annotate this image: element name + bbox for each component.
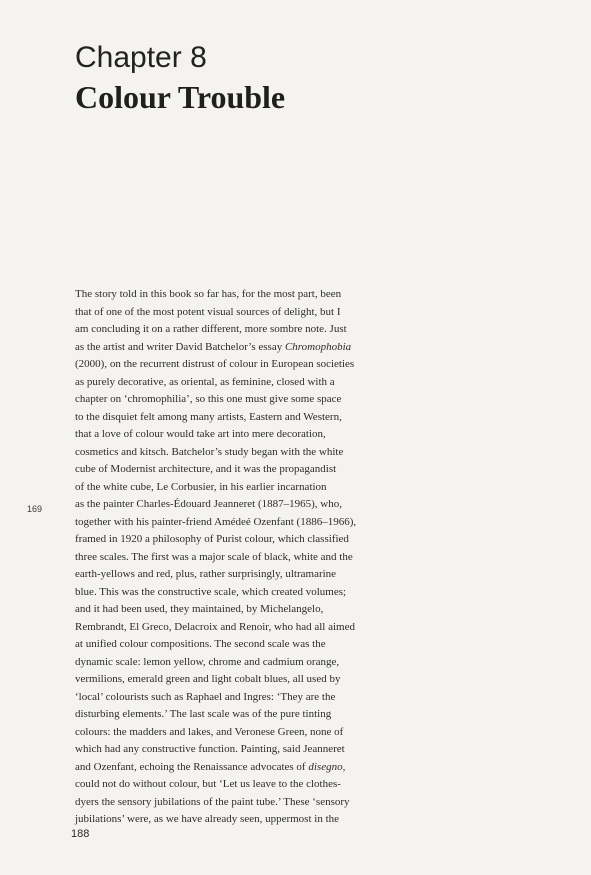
text-line — [75, 549, 575, 567]
text-segment: The story told in this book so far has, for the most part, been — [75, 288, 342, 300]
text-segment: chapter on ‘chromophilia’, so this one must give some space — [75, 393, 342, 405]
text-segment: together with his painter-friend Amédeé Ozenfant (1886–1966), — [75, 515, 357, 528]
text-line — [75, 706, 575, 724]
text-segment: which had any constructive function. Painting, said Jeanneret — [75, 743, 345, 755]
text-line — [75, 636, 575, 654]
chapter-title: Colour Trouble — [75, 79, 286, 115]
italic-title: disegno, — [308, 760, 346, 773]
text-segment: that a love of colour would take art into mere decoration, — [75, 428, 326, 440]
text-segment: as purely decorative, as oriental, as feminine, closed with a — [75, 375, 335, 388]
text-line — [75, 584, 575, 602]
text-segment: am concluding it on a rather different, more sombre note. Just — [75, 323, 347, 335]
text-segment: jubilations’ were, as we have already seen, uppermost in the — [75, 813, 340, 825]
text-segment: and Ozenfant, echoing the Renaissance advocates of — [75, 760, 309, 773]
text-line — [75, 461, 575, 479]
text-segment: dynamic scale: lemon yellow, chrome and cadmium orange, — [75, 655, 340, 668]
text-line — [75, 601, 575, 619]
text-line — [75, 339, 575, 357]
text-segment: as the painter Charles-Édouard Jeanneret (1887–1965), who, — [75, 498, 342, 510]
text-line — [75, 496, 575, 514]
text-segment: framed in 1920 a philosophy of Purist colour, which classified — [75, 533, 349, 545]
text-segment: (2000), on the recurrent distrust of colour in European societies — [75, 358, 355, 370]
text-line — [75, 566, 575, 584]
text-line — [75, 479, 575, 497]
text-segment: that of one of the most potent visual sources of delight, but I — [75, 305, 341, 318]
text-line — [75, 724, 575, 742]
text-segment: could not do without colour, but ‘Let us leave to the clothes- — [75, 778, 341, 790]
text-segment: blue. This was the constructive scale, which created volumes; — [75, 585, 347, 598]
body-text — [75, 286, 575, 829]
text-line — [75, 374, 575, 392]
text-segment: earth-yellows and red, plus, rather surprisingly, ultramarine — [75, 568, 337, 580]
text-line — [75, 811, 575, 829]
text-line — [75, 759, 575, 777]
text-line — [75, 654, 575, 672]
text-line — [75, 356, 575, 374]
text-segment: to the disquiet felt among many artists, Eastern and Western, — [75, 410, 342, 423]
chapter-number: Chapter 8 — [75, 41, 207, 74]
text-line — [75, 391, 575, 409]
italic-title: Chromophobia — [284, 340, 352, 353]
text-line — [75, 514, 575, 532]
text-segment: vermilions, emerald green and light cobalt blues, all used by — [75, 673, 341, 685]
text-line — [75, 619, 575, 637]
text-line — [75, 321, 575, 339]
text-segment: ‘local’ colourists such as Raphael and Ingres: ‘They are the — [75, 690, 336, 703]
text-segment: as the artist and writer David Batchelor’s essay — [75, 340, 285, 353]
text-line — [75, 671, 575, 689]
text-segment: cosmetics and kitsch. Batchelor’s study began with the white — [75, 445, 344, 458]
page-number: 188 — [71, 828, 90, 840]
text-segment: and it had been used, they maintained, by Michelangelo, — [75, 603, 324, 615]
text-line — [75, 409, 575, 427]
text-line — [75, 426, 575, 444]
text-line — [75, 794, 575, 812]
text-segment: cube of Modernist architecture, and it was the propagandist — [75, 463, 337, 475]
text-line — [75, 531, 575, 549]
text-line — [75, 776, 575, 794]
text-segment: Rembrandt, El Greco, Delacroix and Renoir, who had all aimed — [75, 620, 355, 633]
text-segment: dyers the sensory jubilations of the paint tube.’ These ‘sensory — [75, 795, 350, 808]
text-segment: of the white cube, Le Corbusier, in his earlier incarnation — [75, 480, 327, 493]
text-line — [75, 286, 575, 304]
text-line — [75, 741, 575, 759]
margin-note-reference: 169 — [27, 504, 43, 514]
text-segment: at unified colour compositions. The second scale was the — [75, 638, 326, 650]
text-segment: colours: the madders and lakes, and Veronese Green, none of — [75, 725, 344, 738]
text-line — [75, 689, 575, 707]
text-segment: three scales. The first was a major scale of black, white and the — [75, 550, 353, 563]
text-line — [75, 444, 575, 462]
text-segment: disturbing elements.’ The last scale was of the pure tinting — [75, 708, 332, 720]
text-line — [75, 304, 575, 322]
